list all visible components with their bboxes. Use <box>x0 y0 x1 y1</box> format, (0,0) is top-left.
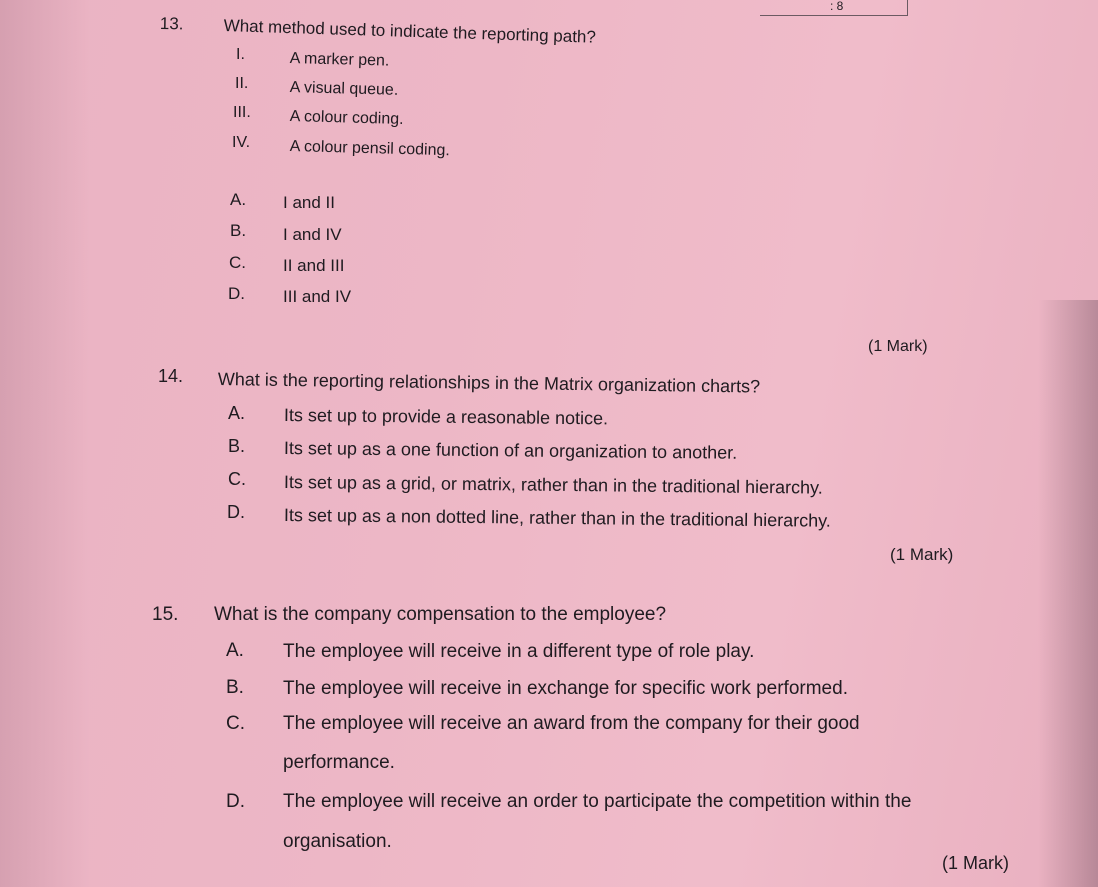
page-shadow-left <box>0 0 90 887</box>
option-text: I and IV <box>283 225 342 244</box>
question-text: What is the reporting relationships in the Matrix organization charts? <box>217 369 761 397</box>
option-text: Its set up as a non dotted line, rather than in the traditional hierarchy. <box>283 505 831 531</box>
score-label: : 8 <box>830 0 844 13</box>
option-letter: A. <box>226 640 244 661</box>
statement-numeral: I. <box>236 46 245 63</box>
option-text: I and II <box>283 193 335 212</box>
option-letter: D. <box>227 502 245 522</box>
statement-numeral: II. <box>235 75 249 92</box>
statement-text: A colour pensil coding. <box>289 138 451 160</box>
statement-text: A marker pen. <box>289 50 390 70</box>
marks-label: (1 Mark) <box>942 853 1009 873</box>
question-number: 15. <box>152 604 179 625</box>
option-letter: B. <box>226 677 244 698</box>
statement-text: A colour coding. <box>289 108 404 128</box>
option-letter: A. <box>230 190 247 209</box>
option-letter: A. <box>228 403 246 423</box>
option-letter: C. <box>226 713 245 734</box>
option-letter: B. <box>230 221 247 240</box>
option-text: The employee will receive in exchange for specific work performed. <box>283 678 848 699</box>
statement-numeral: IV. <box>232 134 251 151</box>
statement-text: A visual queue. <box>289 79 399 99</box>
option-letter: B. <box>228 436 246 456</box>
option-text: Its set up to provide a reasonable notice. <box>283 405 609 429</box>
option-text-continuation: performance. <box>283 752 395 773</box>
option-text: Its set up as a one function of an organization to another. <box>283 438 738 463</box>
marks-label: (1 Mark) <box>868 338 928 355</box>
option-text: The employee will receive an order to participate the competition within the <box>283 791 912 812</box>
option-text: Its set up as a grid, or matrix, rather than in the traditional hierarchy. <box>283 472 823 498</box>
option-letter: D. <box>228 284 245 303</box>
option-text: III and IV <box>283 287 352 306</box>
question-text: What is the company compensation to the employee? <box>214 604 667 625</box>
question-text: What method used to indicate the reporting path? <box>223 16 597 47</box>
option-letter: D. <box>226 791 245 812</box>
option-text: The employee will receive in a different type of role play. <box>283 641 755 662</box>
score-box <box>760 0 908 16</box>
question-number: 14. <box>158 366 184 386</box>
question-number: 13. <box>159 14 184 34</box>
option-text: II and III <box>283 256 345 275</box>
option-letter: C. <box>228 469 246 489</box>
marks-label: (1 Mark) <box>890 545 954 564</box>
option-text-continuation: organisation. <box>283 831 392 852</box>
statement-numeral: III. <box>233 104 251 121</box>
option-text: The employee will receive an award from the company for their good <box>283 713 860 734</box>
page-shadow-right <box>1038 300 1098 887</box>
option-letter: C. <box>229 253 246 272</box>
